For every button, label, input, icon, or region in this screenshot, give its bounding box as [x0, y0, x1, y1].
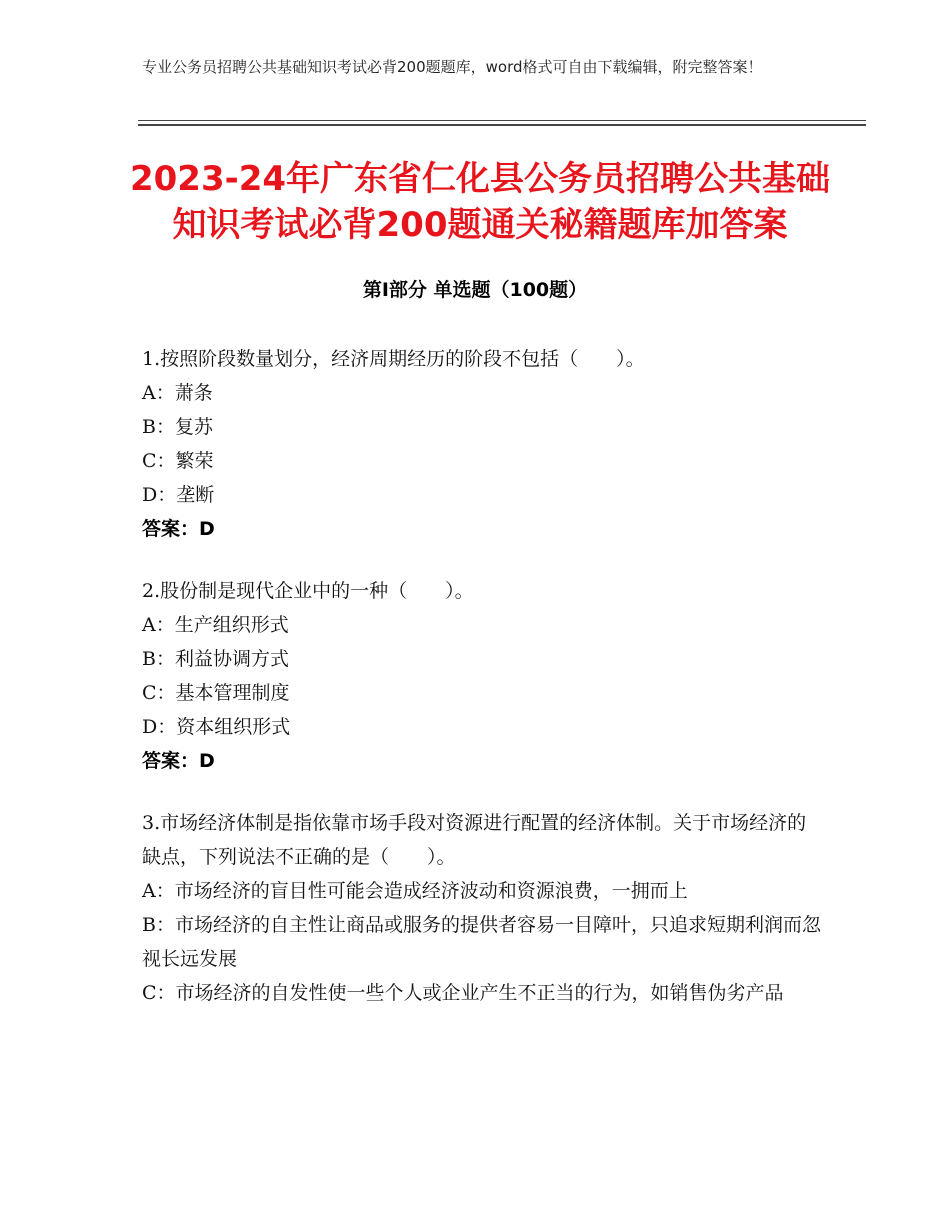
answer-line: 答案：D [142, 750, 215, 772]
answer-line: 答案：D [142, 518, 215, 540]
option-c: C：市场经济的自发性使一些个人或企业产生不正当的行为，如销售伪劣产品 [142, 982, 784, 1004]
section-title: 第Ⅰ部分 单选题（100题） [362, 279, 588, 301]
question-stem: 2.股份制是现代企业中的一种（ ）。 [142, 580, 474, 602]
option-c: C：基本管理制度 [142, 682, 290, 704]
question-list [142, 342, 822, 1038]
question-1 [142, 342, 822, 546]
option-b: B：复苏 [142, 416, 213, 438]
option-d: D：垄断 [142, 484, 215, 506]
header-note: 专业公务员招聘公共基础知识考试必背200题题库，word格式可自由下载编辑，附完整答案！ [142, 58, 763, 76]
document-title: 2023-24年广东省仁化县公务员招聘公共基础知识考试必背200题通关秘籍题库加答案 [129, 159, 831, 245]
question-stem: 3.市场经济体制是指依靠市场手段对资源进行配置的经济体制。关于市场经济的缺点，下列说法不正确的是（ ）。 [142, 812, 807, 868]
option-c: C：繁荣 [142, 450, 214, 472]
question-stem: 1.按照阶段数量划分，经济周期经历的阶段不包括（ ）。 [142, 348, 645, 370]
header-divider-thin [138, 120, 866, 121]
option-a: A：生产组织形式 [142, 614, 289, 636]
option-b: B：市场经济的自主性让商品或服务的提供者容易一目障叶，只追求短期利润而忽视长远发展 [142, 914, 821, 970]
option-a: A：萧条 [142, 382, 213, 404]
option-a: A：市场经济的盲目性可能会造成经济波动和资源浪费，一拥而上 [142, 880, 688, 902]
option-d: D：资本组织形式 [142, 716, 291, 738]
question-3 [142, 806, 822, 1010]
option-b: B：利益协调方式 [142, 648, 289, 670]
question-2 [142, 574, 822, 778]
header-divider-thick [138, 124, 866, 126]
